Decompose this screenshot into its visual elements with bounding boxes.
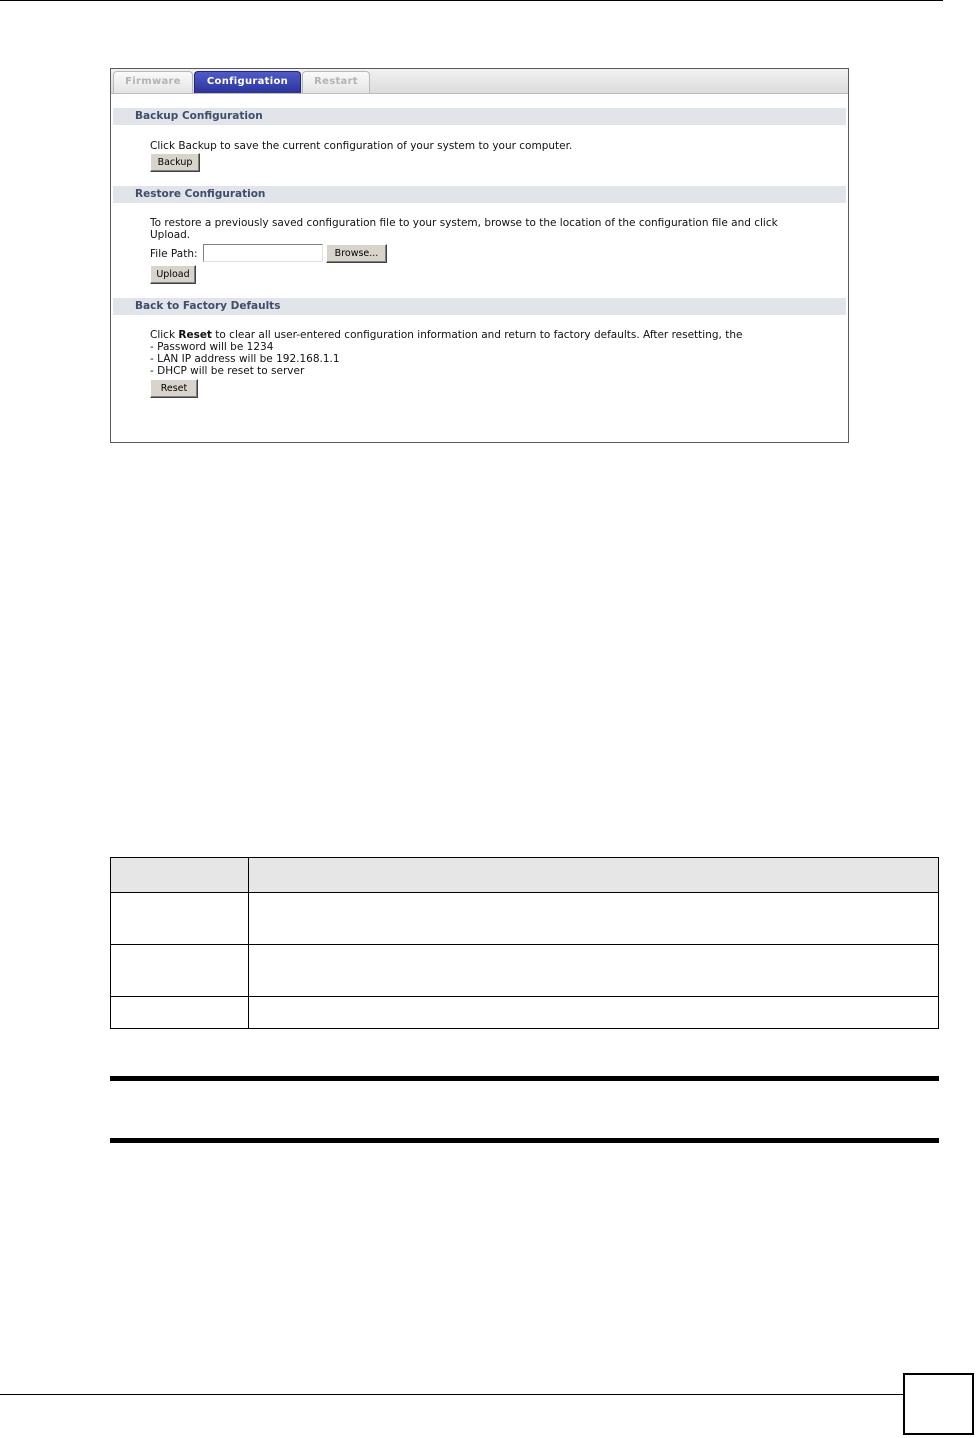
- table-header-row: [111, 858, 939, 893]
- tab-bar: [111, 69, 848, 94]
- table-row: [111, 893, 939, 945]
- reset-description-bold: Reset: [178, 329, 212, 341]
- tab-firmware[interactable]: Firmware: [113, 71, 193, 93]
- reset-dhcp-note: - DHCP will be reset to server: [150, 365, 305, 377]
- tab-restart[interactable]: Restart: [302, 71, 370, 93]
- restore-description-line2: Upload.: [150, 229, 191, 241]
- restore-configuration-header: Restore Configuration: [113, 186, 846, 203]
- field-description-table: [110, 857, 939, 1029]
- table-cell: [111, 893, 249, 945]
- backup-button[interactable]: Backup: [150, 153, 200, 172]
- browse-button[interactable]: Browse...: [326, 244, 387, 263]
- reset-button[interactable]: Reset: [150, 379, 198, 398]
- file-path-label: File Path:: [150, 248, 198, 260]
- upload-button[interactable]: Upload: [150, 265, 196, 284]
- table-header-cell-description: [249, 858, 939, 893]
- page-number-box: [903, 1373, 974, 1435]
- reset-description: [150, 329, 742, 341]
- factory-defaults-header: Back to Factory Defaults: [113, 298, 846, 315]
- restore-description-line1: To restore a previously saved configuration file to your system, browse to the location of the configuration file and click: [150, 217, 778, 229]
- reset-lan-ip-note: - LAN IP address will be 192.168.1.1: [150, 353, 340, 365]
- file-path-input[interactable]: [203, 244, 323, 262]
- note-bottom-rule: [110, 1138, 939, 1143]
- maintenance-configuration-panel: [110, 68, 849, 443]
- table-cell: [111, 945, 249, 997]
- reset-description-suffix: to clear all user-entered configuration information and return to factory defaults. After resetting, the: [211, 329, 743, 341]
- backup-description: Click Backup to save the current configuration of your system to your computer.: [150, 140, 573, 152]
- table-header-cell-label: [111, 858, 249, 893]
- table-row: [111, 997, 939, 1029]
- backup-configuration-header: Backup Configuration: [113, 108, 846, 125]
- table-cell: [249, 997, 939, 1029]
- table-cell: [249, 893, 939, 945]
- reset-password-note: - Password will be 1234: [150, 341, 274, 353]
- page-top-rule: [0, 0, 943, 1]
- table-cell: [111, 997, 249, 1029]
- tab-configuration[interactable]: Configuration: [194, 71, 301, 93]
- note-top-rule: [110, 1076, 939, 1081]
- table-cell: [249, 945, 939, 997]
- footer-rule: [0, 1394, 903, 1395]
- reset-description-prefix: Click: [150, 329, 179, 341]
- table-row: [111, 945, 939, 997]
